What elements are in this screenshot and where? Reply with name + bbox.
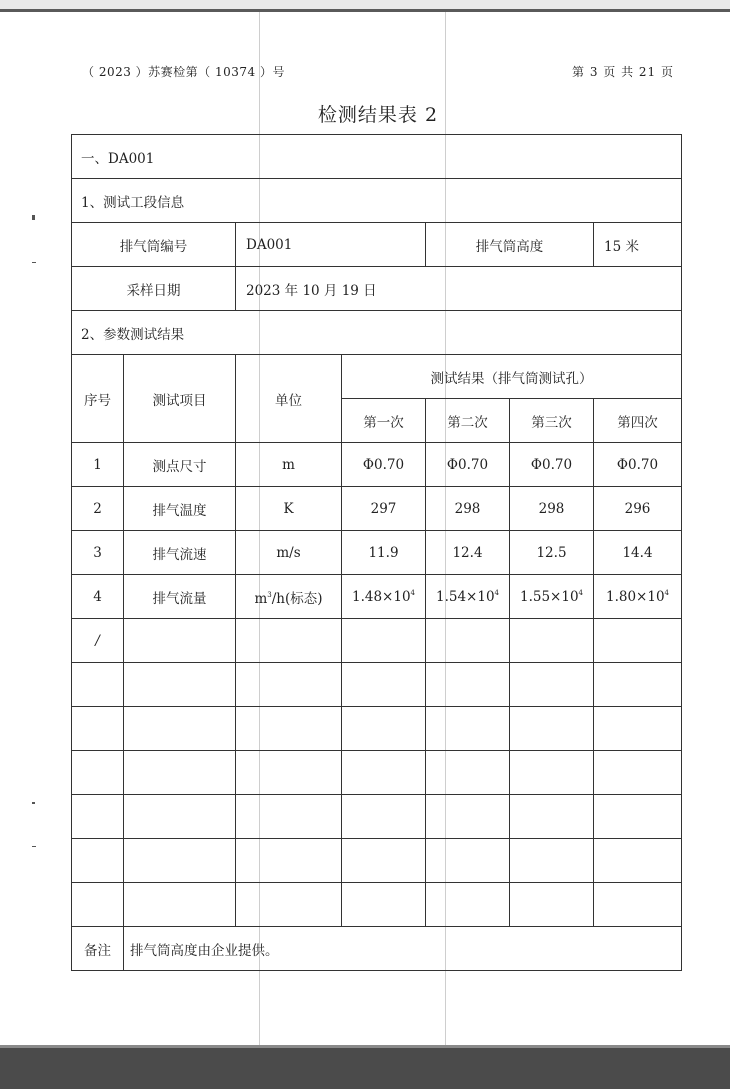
slash-mark: / [72,619,124,663]
row-item: 排气温度 [124,487,236,531]
page-indicator: 第 3 页 共 21 页 [572,65,674,79]
table-row [72,575,682,619]
row-value: 297 [342,487,426,531]
note-label: 备注 [72,927,124,971]
row-value: 298 [510,487,594,531]
row-value: Φ0.70 [426,443,510,487]
row-value: Φ0.70 [510,443,594,487]
row-seq: 1 [72,443,124,487]
scan-speck [32,262,36,263]
row-seq: 3 [72,531,124,575]
table-row [72,487,682,531]
row-value: 14.4 [594,531,682,575]
row-unit: $m^3/h$(标态) [236,575,342,619]
row-value: 12.4 [426,531,510,575]
table-row-empty [72,795,682,839]
page-title: 检测结果表 2 [317,104,439,126]
table-row-empty [72,619,682,663]
scan-speck [32,846,36,847]
table-row-empty [72,839,682,883]
note-text: 排气筒高度由企业提供。 [124,927,682,971]
header-run-3: 第三次 [510,399,594,443]
scan-speck [32,802,35,804]
header-run-1: 第一次 [342,399,426,443]
subsection-heading: 2、参数测试结果 [72,311,682,355]
row-value: Φ0.70 [342,443,426,487]
row-value: 298 [426,487,510,531]
table-row-empty [72,751,682,795]
scan-bottom-edge [0,1045,730,1089]
subsection-heading: 1、测试工段信息 [72,179,682,223]
row-seq: 4 [72,575,124,619]
stack-number-label: 排气筒编号 [72,223,236,267]
row-item: 测点尺寸 [124,443,236,487]
row-unit: K [236,487,342,531]
row-seq: 2 [72,487,124,531]
header-run-2: 第二次 [426,399,510,443]
row-value: $1.54\times 10^4$ [426,575,510,619]
header-run-4: 第四次 [594,399,682,443]
row-value: Φ0.70 [594,443,682,487]
row-value: $1.48\times 10^4$ [342,575,426,619]
header-result-group: 测试结果（排气筒测试孔） [342,355,682,399]
section-heading: 一、DA001 [72,135,682,179]
row-item: 排气流量 [124,575,236,619]
table-row-empty [72,707,682,751]
results-table [71,134,682,971]
stack-height-label: 排气筒高度 [426,223,594,267]
scan-top-edge [0,0,730,12]
header-unit: 单位 [236,355,342,443]
sample-date-value: 2023 年 10 月 19 日 [236,267,682,311]
table-row-empty [72,883,682,927]
stack-height-value: 15 米 [594,223,682,267]
row-unit: m/s [236,531,342,575]
table-row [72,443,682,487]
row-unit: m [236,443,342,487]
table-row-empty [72,663,682,707]
row-value: $1.55\times 10^4$ [510,575,594,619]
stack-number-value: DA001 [236,223,426,267]
report-number: （ 2023 ）苏赛检第（ 10374 ）号 [82,65,285,79]
row-value: 12.5 [510,531,594,575]
row-value: $1.80\times 10^4$ [594,575,682,619]
row-item: 排气流速 [124,531,236,575]
header-seq: 序号 [72,355,124,443]
row-value: 296 [594,487,682,531]
scan-speck [32,215,35,220]
row-value: 11.9 [342,531,426,575]
table-row [72,531,682,575]
header-item: 测试项目 [124,355,236,443]
sample-date-label: 采样日期 [72,267,236,311]
